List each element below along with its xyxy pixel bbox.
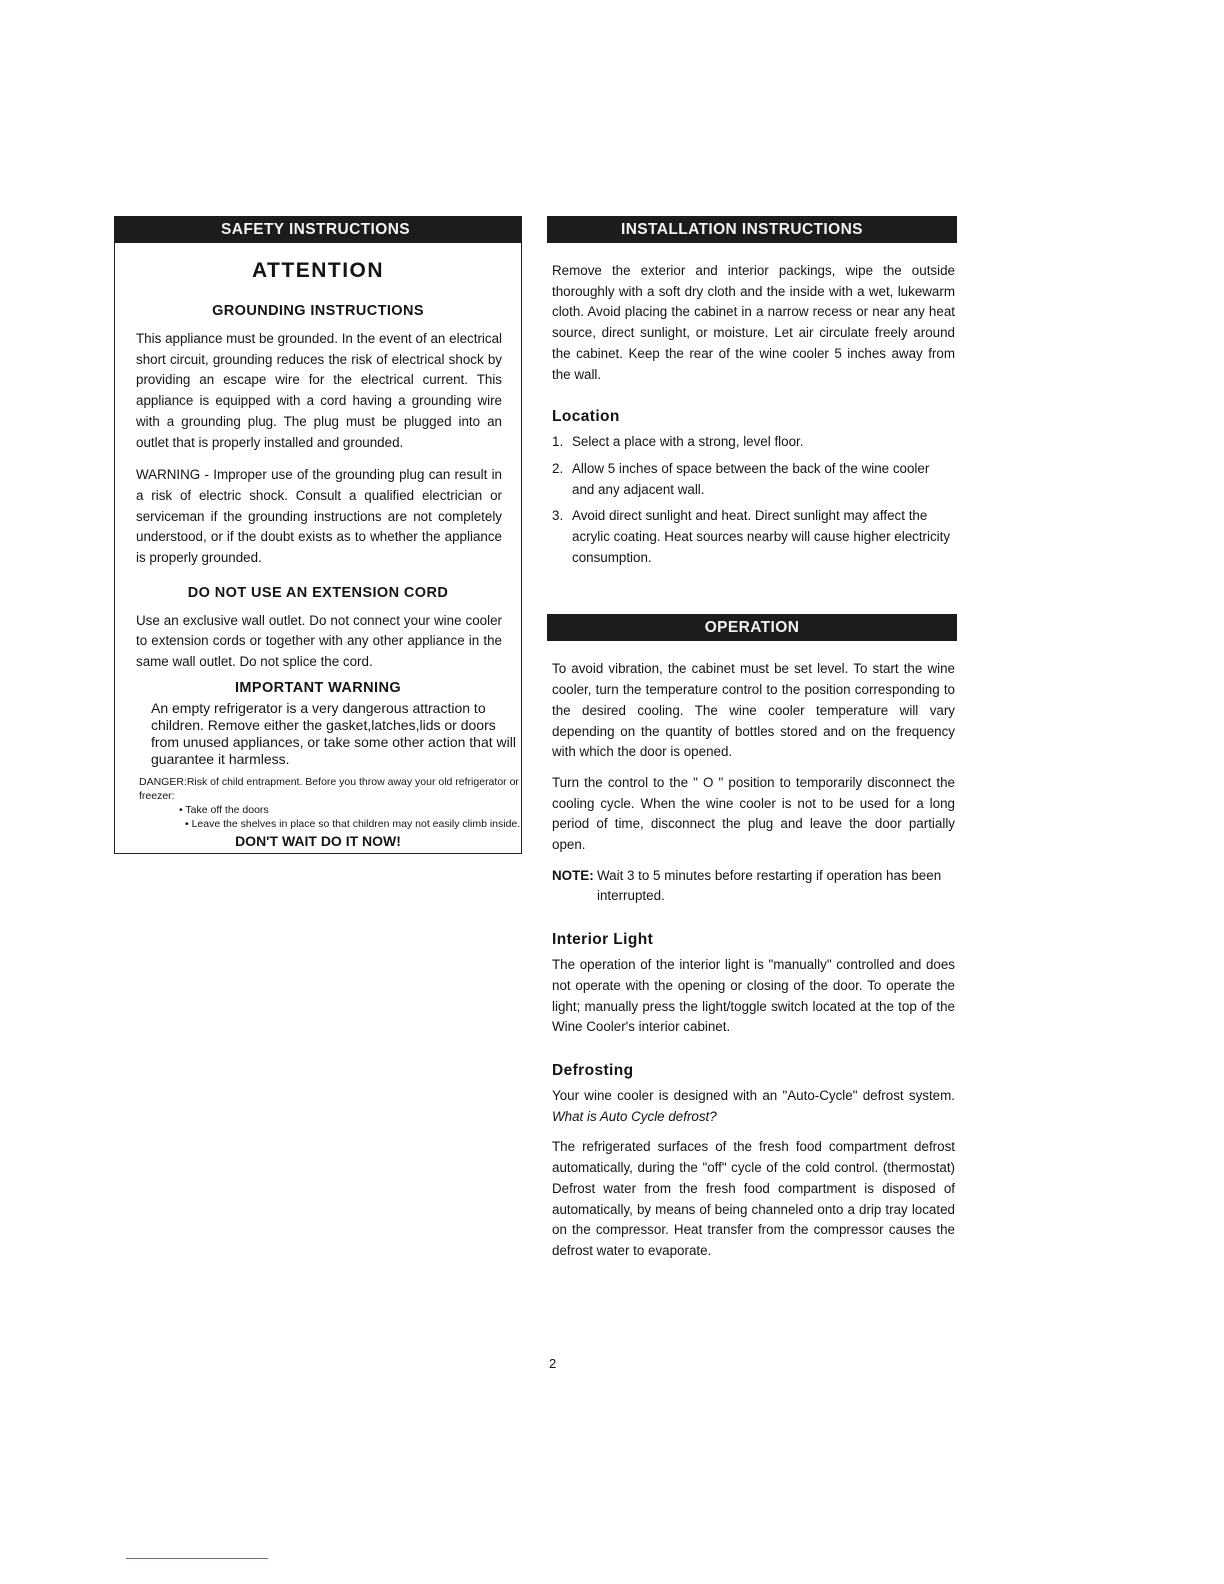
grounding-heading: GROUNDING INSTRUCTIONS [212, 303, 424, 319]
attention-heading: ATTENTION [251, 259, 385, 282]
location-item: 1. Select a place with a strong, level floor. [552, 434, 804, 450]
operation-note [552, 866, 955, 907]
danger-list [139, 803, 521, 831]
grounding-text: This appliance must be grounded. In the event of an electrical short circuit, grounding reduces the risk of electrical shock by providing an escape wire for the electrical current. This appliance is equipped with a cord having a grounding wire with a grounding plug. The plug must be plugged into an outlet that is properly installed and grounded. [136, 331, 502, 450]
page-number: 2 [549, 1356, 557, 1371]
defrosting-text-1: Your wine cooler is designed with an "Auto-Cycle" defrost system. What is Auto Cycle defrost? [552, 1087, 955, 1124]
danger-text: DANGER:Risk of child entrapment. Before you throw away your old refrigerator or freezer: [139, 775, 519, 802]
important-heading: IMPORTANT WARNING [234, 679, 402, 696]
location-item: 2. Allow 5 inches of space between the back of the wine cooler and any adjacent wall. [552, 460, 930, 497]
interior-light-heading: Interior Light [552, 931, 654, 949]
danger-bullet: • Leave the shelves in place so that children may not easily climb inside. [185, 817, 521, 830]
note-text: Wait 3 to 5 minutes before restarting if operation has been interrupted. [597, 867, 942, 904]
location-list [552, 432, 955, 568]
installation-intro: Remove the exterior and interior packings, wipe the outside thoroughly with a soft dry cloth and the inside with a wet, lukewarm cloth. Avoid placing the cabinet in a narrow recess or near any heat source, direct sunlight, or moisture. Let air circulate freely around the cabinet. Keep the rear of the wine cooler 5 inches away from the wall. [552, 263, 955, 382]
interior-light-text: The operation of the interior light is "manually" controlled and does not operate with the opening or closing of the door. To operate the light; manually press the light/toggle switch located at the top of the Wine Cooler's interior cabinet. [552, 957, 955, 1035]
installation-banner: INSTALLATION INSTRUCTIONS [547, 216, 957, 243]
location-item: 3. Avoid direct sunlight and heat. Direct sunlight may affect the acrylic coating. Heat sources nearby will cause higher electricity consumption. [552, 508, 951, 565]
important-text: An empty refrigerator is a very dangerous attraction to children. Remove either the gasket,latches,lids or doors from unused appliances, or take some other action that will guarantee it harmless. [151, 699, 516, 767]
safety-box [114, 216, 522, 854]
footer-rule [126, 1558, 268, 1559]
safety-section [114, 216, 522, 854]
danger-block [139, 775, 521, 831]
extension-heading: DO NOT USE AN EXTENSION CORD [187, 584, 449, 601]
operation-para-2: Turn the control to the " O " position to temporarily disconnect the cooling cycle. When the wine cooler is not to be used for a long period of time, disconnect the plug and leave the door partially open. [552, 774, 955, 853]
dont-wait-text: DON'T WAIT DO IT NOW! [235, 832, 401, 849]
location-heading: Location [552, 408, 620, 426]
operation-para-1: To avoid vibration, the cabinet must be set level. To start the wine cooler, turn the temperature control to the position corresponding to the desired cooling. The wine cooler temperature will vary depending on the quantity of bottles stored and on the frequency with which the door is opened. [552, 661, 955, 760]
defrosting-heading: Defrosting [552, 1061, 634, 1079]
defrost-question: What is Auto Cycle defrost? [552, 1108, 717, 1124]
extension-text: Use an exclusive wall outlet. Do not connect your wine cooler to extension cords or together with any other appliance in the same wall outlet. Do not splice the cord. [136, 612, 502, 670]
safety-banner: SAFETY INSTRUCTIONS [115, 216, 521, 243]
defrosting-text-2: The refrigerated surfaces of the fresh food compartment defrost automatically, during the "off" cycle of the cold control. (thermostat) Defrost water from the fresh food compartment is disposed of automatically, by means of being channeled onto a drip tray located on the compressor. Heat transfer from the compressor causes the defrost water to evaporate. [552, 1139, 955, 1258]
warning-text: WARNING - Improper use of the grounding plug can result in a risk of electric shock. Consult a qualified electrician or serviceman if the grounding instructions are not completely understood, or if the doubt exists as to whether the appliance is properly grounded. [136, 467, 502, 566]
installation-section [547, 216, 957, 1262]
operation-banner: OPERATION [547, 614, 957, 641]
danger-bullet: • Take off the doors [179, 803, 269, 816]
note-label: NOTE: [552, 867, 594, 883]
